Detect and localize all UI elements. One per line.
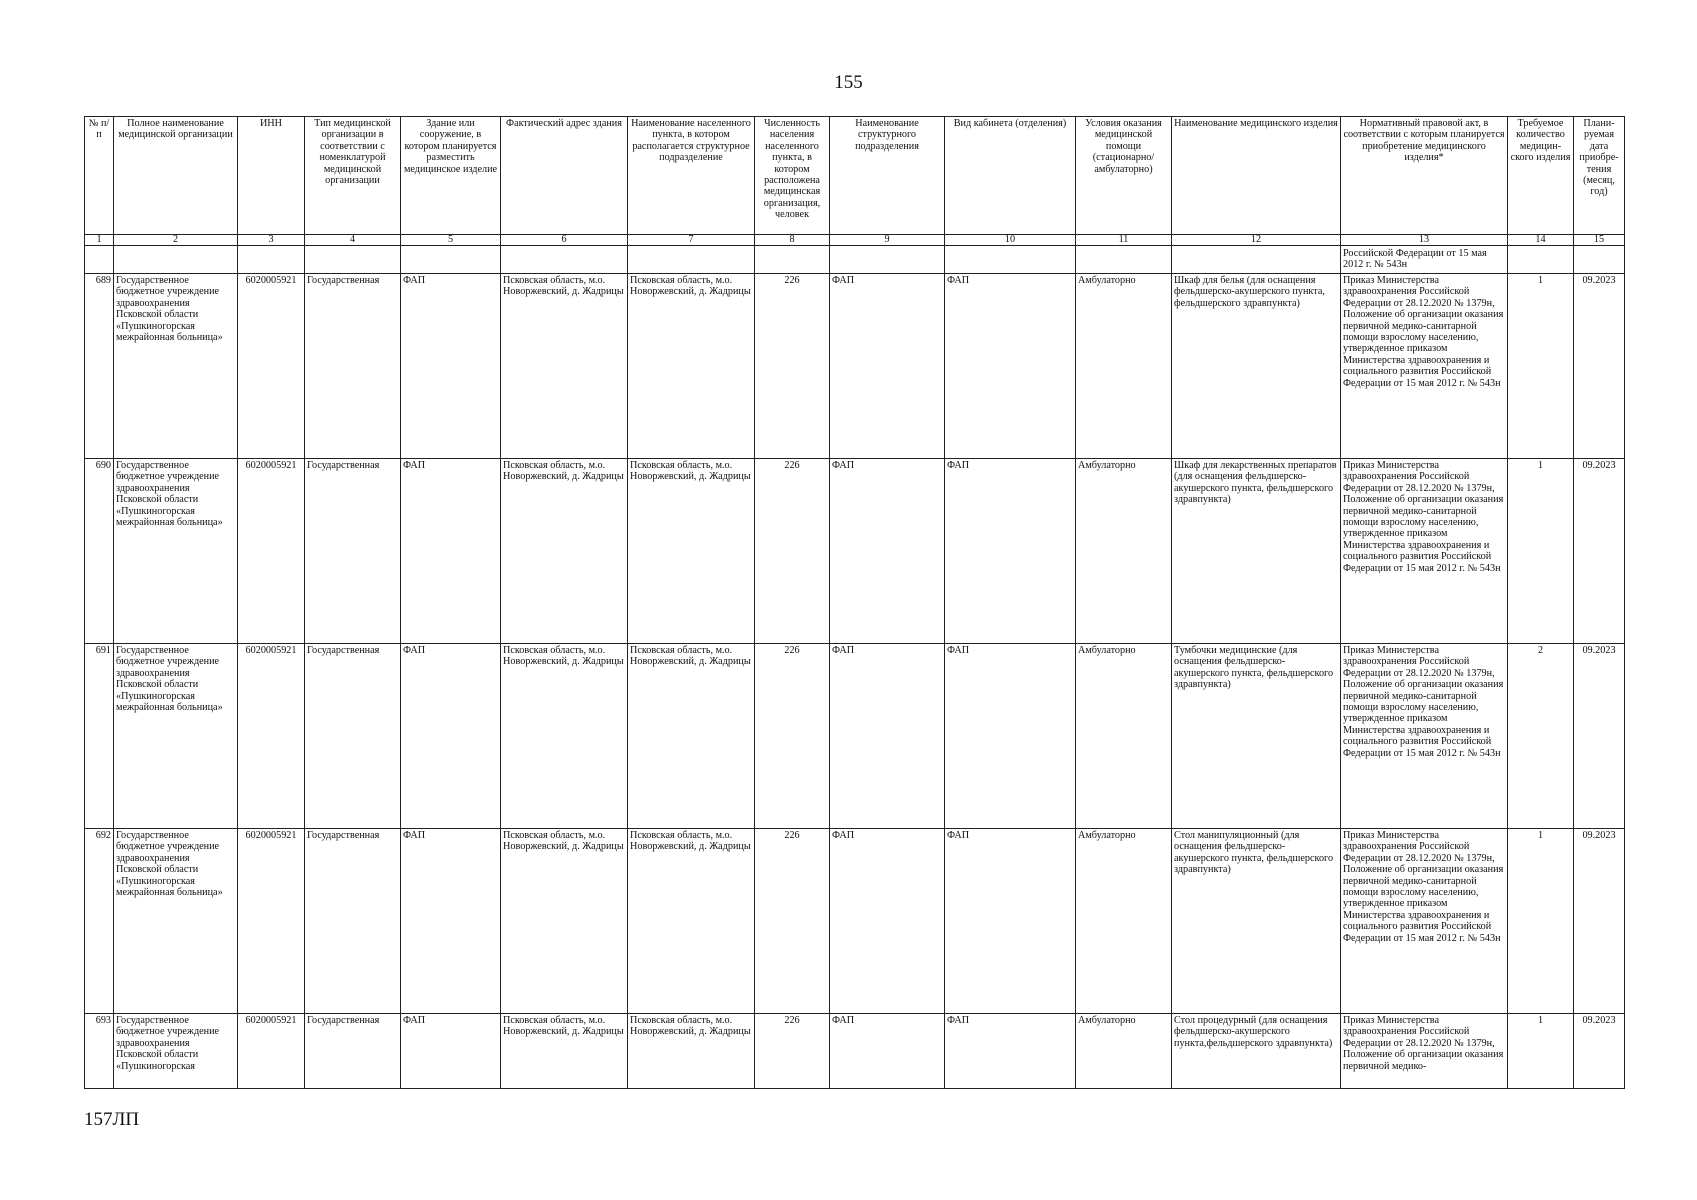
unit-cell: ФАП [830, 1014, 945, 1089]
date-cell: 09.2023 [1574, 459, 1625, 644]
header-cell: Полное наименование медицинской организации [114, 117, 238, 235]
column-number: 3 [238, 235, 305, 246]
cabinet-cell: ФАП [945, 829, 1076, 1014]
unit-cell: ФАП [830, 274, 945, 459]
building-cell: ФАП [401, 829, 501, 1014]
address-cell: Псковская область, м.о. Новоржевский, д. Жадрицы [501, 459, 628, 644]
header-cell: Нормативный правовой акт, в соответствии с которым планируется приобретение медицинского изделия* [1341, 117, 1508, 235]
conditions-cell: Амбулаторно [1076, 1014, 1172, 1089]
population-cell: 226 [755, 1014, 830, 1089]
inn-cell: 6020005921 [238, 274, 305, 459]
column-number: 13 [1341, 235, 1508, 246]
organization-cell: Государственное бюджетное учреждение здравоохранения Псковской области «Пушкиногорская [114, 1014, 238, 1089]
row-number: 690 [85, 459, 114, 644]
unit-cell: ФАП [830, 644, 945, 829]
conditions-cell: Амбулаторно [1076, 829, 1172, 1014]
date-cell: 09.2023 [1574, 644, 1625, 829]
building-cell: ФАП [401, 644, 501, 829]
settlement-cell: Псковская область, м.о. Новоржевский, д. Жадрицы [628, 644, 755, 829]
table-row [85, 274, 1625, 459]
continuation-row [85, 246, 1625, 274]
date-cell: 09.2023 [1574, 1014, 1625, 1089]
organization-cell: Государственное бюджетное учреждение здравоохранения Псковской области «Пушкиногорская межрайонная больница» [114, 459, 238, 644]
org-type-cell: Государственная [305, 459, 401, 644]
settlement-cell: Псковская область, м.о. Новоржевский, д. Жадрицы [628, 1014, 755, 1089]
address-cell: Псковская область, м.о. Новоржевский, д. Жадрицы [501, 644, 628, 829]
column-number: 12 [1172, 235, 1341, 246]
column-number-row [85, 235, 1625, 246]
continuation-act-text: Российской Федерации от 15 мая 2012 г. № 543н [1343, 248, 1487, 271]
date-cell: 09.2023 [1574, 829, 1625, 1014]
legal-act-cell: Приказ Министерства здравоохранения Российской Федерации от 28.12.2020 № 1379н, Положение об организации оказания первичной медико-санитарной помощи взрослому населению, утвержденное приказом Министерства здравоохранения и социального развития Российской Федерации от 15 мая 2012 г. № 543н [1341, 644, 1508, 829]
header-cell: Наименование медицинского изделия [1172, 117, 1341, 235]
quantity-cell: 1 [1508, 1014, 1574, 1089]
column-number: 5 [401, 235, 501, 246]
conditions-cell: Амбулаторно [1076, 644, 1172, 829]
quantity-cell: 2 [1508, 644, 1574, 829]
table-row [85, 644, 1625, 829]
population-cell: 226 [755, 459, 830, 644]
legal-act-cell: Приказ Министерства здравоохранения Российской Федерации от 28.12.2020 № 1379н, Положение об организации оказания первичной медико- [1341, 1014, 1508, 1089]
org-type-cell: Государственная [305, 829, 401, 1014]
device-cell: Стол манипуляционный (для оснащения фельдшерско-акушерского пункта, фельдшерского здравпункта) [1172, 829, 1341, 1014]
header-cell: Тип медицинской организации в соответствии с номенклатурой медицинской организации [305, 117, 401, 235]
inn-cell: 6020005921 [238, 1014, 305, 1089]
header-cell: Фактический адрес здания [501, 117, 628, 235]
quantity-cell: 1 [1508, 274, 1574, 459]
org-type-cell: Государственная [305, 644, 401, 829]
header-row [85, 117, 1625, 235]
continuation-act-cell [1341, 246, 1508, 274]
cabinet-cell: ФАП [945, 274, 1076, 459]
date-cell: 09.2023 [1574, 274, 1625, 459]
header-cell: Наименование структурного подразделения [830, 117, 945, 235]
header-cell: Здание или сооружение, в котором планируется разместить медицинское изделие [401, 117, 501, 235]
document-code: 157ЛП [84, 1109, 140, 1130]
building-cell: ФАП [401, 1014, 501, 1089]
population-cell: 226 [755, 644, 830, 829]
row-number: 693 [85, 1014, 114, 1089]
building-cell: ФАП [401, 459, 501, 644]
table-row [85, 1014, 1625, 1089]
column-number: 4 [305, 235, 401, 246]
unit-cell: ФАП [830, 829, 945, 1014]
row-number: 689 [85, 274, 114, 459]
table-row [85, 829, 1625, 1014]
device-cell: Стол процедурный (для оснащения фельдшерско-акушерского пункта,фельдшерского здравпункта) [1172, 1014, 1341, 1089]
equipment-register-table [84, 116, 1625, 1089]
legal-act-cell: Приказ Министерства здравоохранения Российской Федерации от 28.12.2020 № 1379н, Положение об организации оказания первичной медико-санитарной помощи взрослому населению, утвержденное приказом Министерства здравоохранения и социального развития Российской Федерации от 15 мая 2012 г. № 543н [1341, 274, 1508, 459]
device-cell: Шкаф для лекарственных препаратов (для оснащения фельдшерско-акушерского пункта, фельдшерского здравпункта) [1172, 459, 1341, 644]
org-type-cell: Государственная [305, 1014, 401, 1089]
conditions-cell: Амбулаторно [1076, 459, 1172, 644]
inn-cell: 6020005921 [238, 829, 305, 1014]
header-cell: Условия оказания медицинской помощи (стационарно/ амбулаторно) [1076, 117, 1172, 235]
device-cell: Тумбочки медицинские (для оснащения фельдшерско-акушерского пункта, фельдшерского здравпункта) [1172, 644, 1341, 829]
column-number: 15 [1574, 235, 1625, 246]
settlement-cell: Псковская область, м.о. Новоржевский, д. Жадрицы [628, 459, 755, 644]
address-cell: Псковская область, м.о. Новоржевский, д. Жадрицы [501, 274, 628, 459]
device-cell: Шкаф для белья (для оснащения фельдшерско-акушерского пункта, фельдшерского здравпункта) [1172, 274, 1341, 459]
header-cell: ИНН [238, 117, 305, 235]
page-number: 155 [834, 72, 863, 93]
quantity-cell: 1 [1508, 459, 1574, 644]
settlement-cell: Псковская область, м.о. Новоржевский, д. Жадрицы [628, 274, 755, 459]
settlement-cell: Псковская область, м.о. Новоржевский, д. Жадрицы [628, 829, 755, 1014]
address-cell: Псковская область, м.о. Новоржевский, д. Жадрицы [501, 829, 628, 1014]
conditions-cell: Амбулаторно [1076, 274, 1172, 459]
legal-act-cell: Приказ Министерства здравоохранения Российской Федерации от 28.12.2020 № 1379н, Положение об организации оказания первичной медико-санитарной помощи взрослому населению, утвержденное приказом Министерства здравоохранения и социального развития Российской Федерации от 15 мая 2012 г. № 543н [1341, 459, 1508, 644]
column-number: 1 [85, 235, 114, 246]
organization-cell: Государственное бюджетное учреждение здравоохранения Псковской области «Пушкиногорская межрайонная больница» [114, 644, 238, 829]
column-number: 11 [1076, 235, 1172, 246]
row-number: 692 [85, 829, 114, 1014]
unit-cell: ФАП [830, 459, 945, 644]
cabinet-cell: ФАП [945, 1014, 1076, 1089]
column-number: 2 [114, 235, 238, 246]
column-number: 7 [628, 235, 755, 246]
legal-act-cell: Приказ Министерства здравоохранения Российской Федерации от 28.12.2020 № 1379н, Положение об организации оказания первичной медико-санитарной помощи взрослому населению, утвержденное приказом Министерства здравоохранения и социального развития Российской Федерации от 15 мая 2012 г. № 543н [1341, 829, 1508, 1014]
address-cell: Псковская область, м.о. Новоржевский, д. Жадрицы [501, 1014, 628, 1089]
org-type-cell: Государственная [305, 274, 401, 459]
column-number: 9 [830, 235, 945, 246]
row-number: 691 [85, 644, 114, 829]
header-cell: № п/п [85, 117, 114, 235]
column-number: 10 [945, 235, 1076, 246]
header-cell: Вид кабинета (отделения) [945, 117, 1076, 235]
header-cell: Требуемое количество медицин-ского изделия [1508, 117, 1574, 235]
header-cell: Численность населения населенного пункта, в котором расположена медицинская организация, человек [755, 117, 830, 235]
quantity-cell: 1 [1508, 829, 1574, 1014]
column-number: 8 [755, 235, 830, 246]
column-number: 14 [1508, 235, 1574, 246]
header-cell: Плани-руемая дата приобре-тения (месяц, год) [1574, 117, 1625, 235]
inn-cell: 6020005921 [238, 459, 305, 644]
population-cell: 226 [755, 274, 830, 459]
building-cell: ФАП [401, 274, 501, 459]
header-cell: Наименование населенного пункта, в котором располагается структурное подразделение [628, 117, 755, 235]
inn-cell: 6020005921 [238, 644, 305, 829]
column-number: 6 [501, 235, 628, 246]
population-cell: 226 [755, 829, 830, 1014]
table-row [85, 459, 1625, 644]
cabinet-cell: ФАП [945, 459, 1076, 644]
organization-cell: Государственное бюджетное учреждение здравоохранения Псковской области «Пушкиногорская межрайонная больница» [114, 829, 238, 1014]
cabinet-cell: ФАП [945, 644, 1076, 829]
organization-cell: Государственное бюджетное учреждение здравоохранения Псковской области «Пушкиногорская межрайонная больница» [114, 274, 238, 459]
